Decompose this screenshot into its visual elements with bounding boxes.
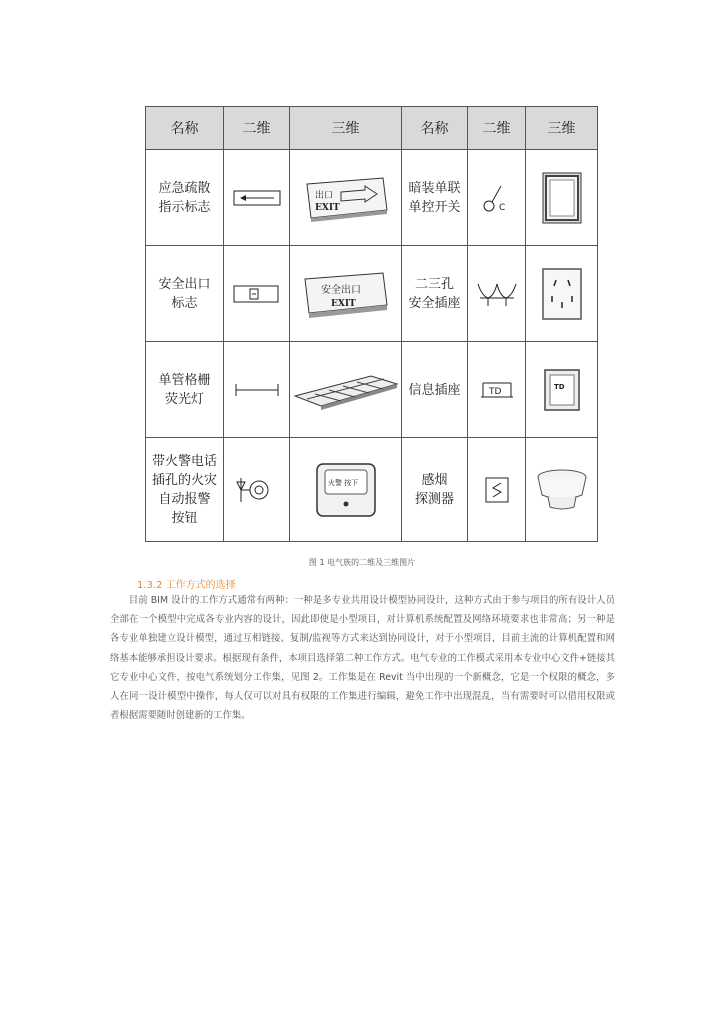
table-row — [146, 246, 598, 342]
info-socket-3d-icon — [542, 367, 582, 413]
fluorescent-lamp-2d-icon — [232, 380, 282, 400]
figure-caption: 图 1 电气族的二维及三维图片 — [308, 558, 416, 567]
section-heading: 1.3.2 工作方式的选择 — [137, 580, 236, 591]
fire-alarm-button-2d-icon — [235, 474, 279, 506]
safety-exit-sign-3d-icon — [301, 269, 391, 319]
header-name-right: 名称 — [402, 107, 468, 150]
item-name: 单管格栅 荧光灯 — [158, 372, 211, 407]
exit-sign-3d-icon — [303, 174, 389, 222]
header-2d-right: 二维 — [468, 107, 526, 150]
td-2d-label: TD — [488, 386, 501, 397]
header-2d-left: 二维 — [224, 107, 290, 150]
smoke-detector-3d-icon — [534, 465, 590, 515]
safety-exit-top-text: 安全出口 — [320, 284, 361, 296]
header-3d-right: 三维 — [526, 107, 598, 150]
exit-arrow-2d-icon — [232, 187, 282, 209]
exit-sign-bottom-text: EXIT — [314, 202, 340, 213]
grille-lamp-3d-icon — [293, 370, 399, 410]
item-name: 感烟 探测器 — [414, 472, 454, 507]
socket-2d-icon — [474, 276, 520, 312]
safety-exit-bottom-text: EXIT — [330, 298, 356, 309]
body-paragraph: 目前 BIM 设计的工作方式通常有两种：一种是多专业共用设计模型协同设计，这种方式由于参与项目的所有设计人员全部在一个模型中完成各专业内容的设计，因此即使是小型项目，对计算机系统配置及网络环境要求也非常高；另一种是各专业单独建立设计模型，通过互相链接、复制/监视等方式来达到协同设计，对于小型项目，目前主流的计算机配置和网络基本能够承担设计要求。根据现有条件，本项目选择第二种工作方式。电气专业的工作模式采用本专业中心文件+链接其它专业中心文件，按电气系统划分工作集，见图 2。工作集是在 Revit 当中出现的一个新概念，它是一个权限的概念，多人在同一设计模型中操作，每人仅可以对具有权限的工作集进行编辑，避免工作中出现混乱，当有需要时可以借用权限或者根据需要随时创建新的工作集。 — [110, 595, 615, 722]
exit-sign-top-text: 出口 — [314, 190, 333, 201]
fire-alarm-panel-3d-icon — [311, 458, 381, 522]
table-row — [146, 150, 598, 246]
header-name-left: 名称 — [146, 107, 224, 150]
table-header-row — [146, 107, 598, 150]
table-row — [146, 342, 598, 438]
item-name: 带火警电话 插孔的火灾 自动报警 按钮 — [151, 453, 217, 526]
item-name: 暗装单联 单控开关 — [408, 180, 461, 215]
table-row — [146, 438, 598, 542]
item-name: 应急疏散 指示标志 — [158, 180, 211, 215]
alarm-panel-label: 火警 按下 — [327, 478, 358, 487]
item-name: 信息插座 — [408, 383, 461, 398]
td-3d-label: TD — [553, 382, 565, 391]
single-switch-2d-icon — [477, 178, 517, 218]
wall-switch-3d-icon — [540, 170, 584, 226]
item-name: 安全出口 标志 — [158, 276, 211, 311]
header-3d-left: 三维 — [290, 107, 402, 150]
socket-3d-icon — [540, 266, 584, 322]
smoke-detector-2d-icon — [482, 474, 512, 506]
safety-exit-2d-icon — [232, 283, 282, 305]
info-socket-2d-icon — [477, 375, 517, 405]
symbol-table — [145, 106, 598, 542]
item-name: 二三孔 安全插座 — [408, 276, 461, 311]
switch-label: C — [498, 202, 505, 213]
